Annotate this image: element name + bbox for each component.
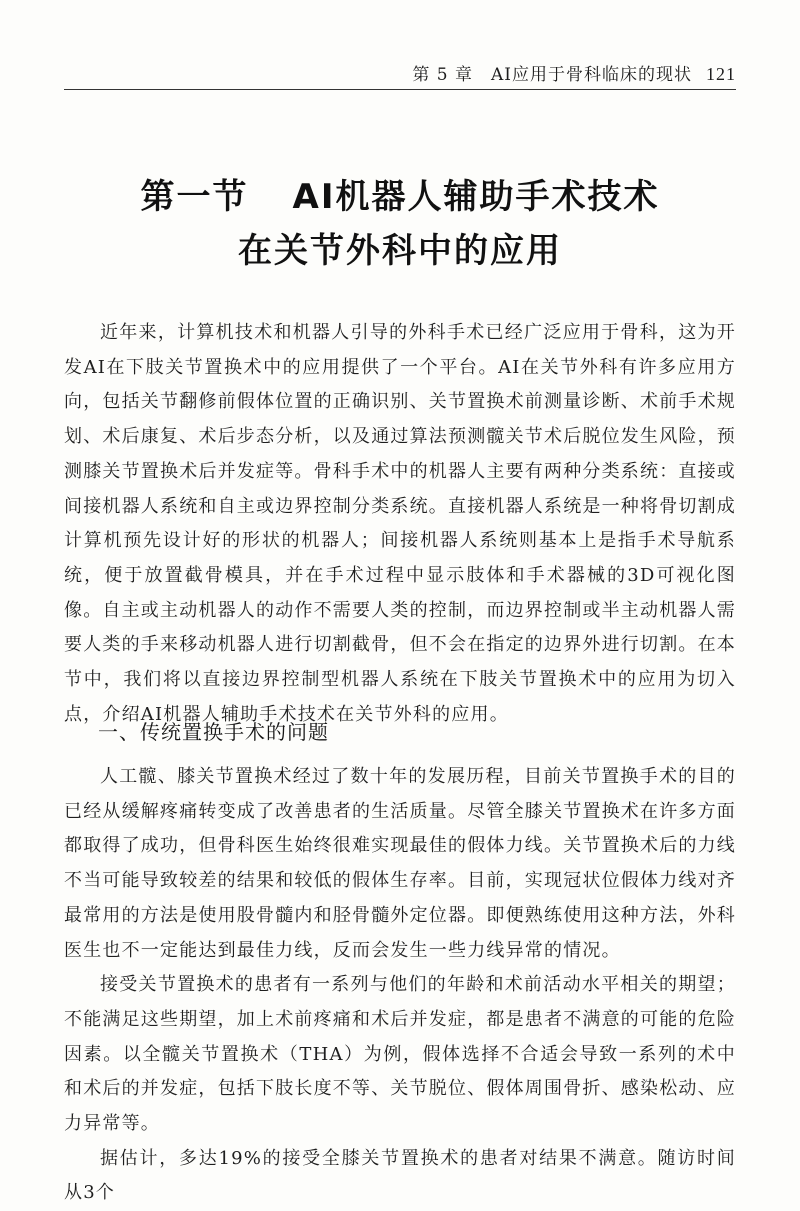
- intro-text: [64, 316, 736, 732]
- section-title-line1: [64, 170, 736, 224]
- subsection-body: [64, 760, 736, 1211]
- subsection-heading: 一、传统置换手术的问题: [98, 720, 329, 744]
- intro-paragraph: 近年来，计算机技术和机器人引导的外科手术已经广泛应用于骨科，这为开发AI在下肢关节置换术中的应用提供了一个平台。AI在关节外科有许多应用方向，包括关节翻修前假体位置的正确识别、关节置换术前测量诊断、术前手术规划、术后康复、术后步态分析，以及通过算法预测髋关节术后脱位发生风险，预测膝关节置换术后并发症等。骨科手术中的机器人主要有两种分类系统：直接或间接机器人系统和自主或边界控制分类系统。直接机器人系统是一种将骨切割成计算机预先设计好的形状的机器人；间接机器人系统则基本上是指手术导航系统，便于放置截骨模具，并在手术过程中显示肢体和手术器械的3D可视化图像。自主或主动机器人的动作不需要人类的控制，而边界控制或半主动机器人需要人类的手来移动机器人进行切割截骨，但不会在指定的边界外进行切割。在本节中，我们将以直接边界控制型机器人系统在下肢关节置换术中的应用为切入点，介绍AI机器人辅助手术技术在关节外科的应用。: [64, 322, 736, 725]
- paragraph: 据估计，多达19%的接受全膝关节置换术的患者对结果不满意。随访时间从3个: [64, 1147, 736, 1204]
- page-number: 121: [706, 64, 736, 84]
- paragraph: 人工髋、膝关节置换术经过了数十年的发展历程，目前关节置换手术的目的已经从缓解疼痛转变成了改善患者的生活质量。尽管全膝关节置换术在许多方面都取得了成功，但骨科医生始终很难实现最佳的假体力线。关节置换术后的力线不当可能导致较差的结果和较低的假体生存率。目前，实现冠状位假体力线对齐最常用的方法是使用股骨髓内和胫骨髓外定位器。即便熟练使用这种方法，外科医生也不一定能达到最佳力线，反而会发生一些力线异常的情况。: [64, 766, 736, 961]
- section-title-text: AI机器人辅助手术技术: [292, 177, 660, 217]
- paragraph: 接受关节置换术的患者有一系列与他们的年龄和术前活动水平相关的期望；不能满足这些期望，加上术前疼痛和术后并发症，都是患者不满意的可能的危险因素。以全髋关节置换术（THA）为例，假体选择不合适会导致一系列的术中和术后的并发症，包括下肢长度不等、关节脱位、假体周围骨折、感染松动、应力异常等。: [64, 974, 736, 1135]
- section-number: 第一节: [140, 177, 249, 217]
- chapter-label: 第 5 章: [412, 65, 473, 85]
- section-title-line2: 在关节外科中的应用: [238, 231, 562, 271]
- running-header: [64, 56, 736, 90]
- section-title: [64, 170, 736, 278]
- chapter-title: AI应用于骨科临床的现状: [491, 65, 692, 85]
